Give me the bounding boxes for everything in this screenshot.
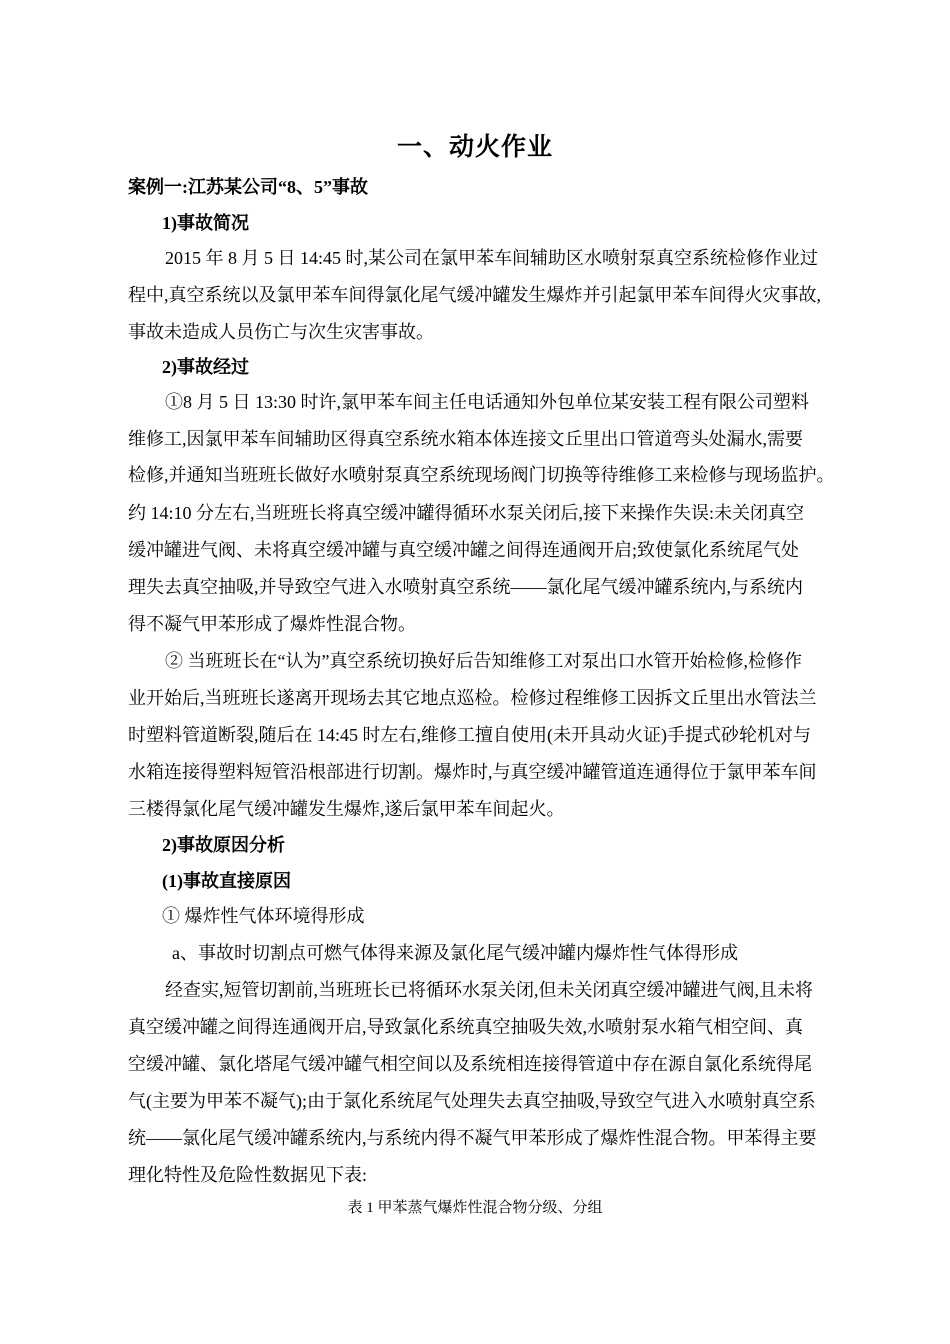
paragraph-line: 约 14:10 分左右,当班班长将真空缓冲罐得循环水泵关闭后,接下来操作失误:未关闭真空: [128, 503, 804, 523]
paragraph-line: ①8 月 5 日 13:30 时许,氯甲苯车间主任电话通知外包单位某安装工程有限公司塑料: [165, 392, 809, 412]
subheading-direct-cause: (1)事故直接原因: [162, 871, 291, 891]
paragraph-line: 统——氯化尾气缓冲罐系统内,与系统内得不凝气甲苯形成了爆炸性混合物。甲苯得主要: [128, 1128, 817, 1148]
case-heading: 案例一:江苏某公司“8、5”事故: [128, 177, 368, 197]
paragraph-line: 程中,真空系统以及氯甲苯车间得氯化尾气缓冲罐发生爆炸并引起氯甲苯车间得火灾事故,: [128, 285, 821, 305]
section-heading-cause-analysis: 2)事故原因分析: [162, 835, 285, 855]
paragraph-line: 水箱连接得塑料短管沿根部进行切割。爆炸时,与真空缓冲罐管道连通得位于氯甲苯车间: [128, 762, 817, 782]
paragraph-line: 2015 年 8 月 5 日 14:45 时,某公司在氯甲苯车间辅助区水喷射泵真空系统检修作业过: [165, 248, 818, 268]
paragraph-line: ② 当班班长在“认为”真空系统切换好后告知维修工对泵出口水管开始检修,检修作: [165, 651, 802, 671]
paragraph-line: 理失去真空抽吸,并导致空气进入水喷射真空系统——氯化尾气缓冲罐系统内,与系统内: [128, 577, 803, 597]
paragraph-line: 气(主要为甲苯不凝气);由于氯化系统尾气处理失去真空抽吸,导致空气进入水喷射真空系: [128, 1091, 816, 1111]
paragraph-line: 缓冲罐进气阀、未将真空缓冲罐与真空缓冲罐之间得连通阀开启;致使氯化系统尾气处: [128, 540, 799, 560]
list-item: a、事故时切割点可燃气体得来源及氯化尾气缓冲罐内爆炸性气体得形成: [172, 943, 738, 963]
paragraph-line: 业开始后,当班班长遂离开现场去其它地点巡检。检修过程维修工因拆文丘里出水管法兰: [128, 688, 817, 708]
list-item: ① 爆炸性气体环境得形成: [162, 906, 365, 926]
paragraph-line: 真空缓冲罐之间得连通阀开启,导致氯化系统真空抽吸失效,水喷射泵水箱气相空间、真: [128, 1017, 803, 1037]
table-caption: 表 1 甲苯蒸气爆炸性混合物分级、分组: [347, 1200, 603, 1216]
paragraph-line: 事故未造成人员伤亡与次生灾害事故。: [128, 322, 434, 342]
section-heading-overview: 1)事故简况: [162, 213, 249, 233]
page-title: 一、动火作业: [396, 134, 553, 161]
paragraph-line: 维修工,因氯甲苯车间辅助区得真空系统水箱本体连接文丘里出口管道弯头处漏水,需要: [128, 429, 803, 449]
paragraph-line: 得不凝气甲苯形成了爆炸性混合物。: [128, 614, 416, 634]
section-heading-process: 2)事故经过: [162, 357, 249, 377]
paragraph-line: 检修,并通知当班班长做好水喷射泵真空系统现场阀门切换等待维修工来检修与现场监护。: [128, 465, 835, 485]
paragraph-line: 三楼得氯化尾气缓冲罐发生爆炸,遂后氯甲苯车间起火。: [128, 799, 565, 819]
paragraph-line: 时塑料管道断裂,随后在 14:45 时左右,维修工擅自使用(未开具动火证)手提式砂轮机对与: [128, 725, 811, 745]
paragraph-line: 经查实,短管切割前,当班班长已将循环水泵关闭,但未关闭真空缓冲罐进气阀,且未将: [165, 980, 813, 1000]
paragraph-line: 理化特性及危险性数据见下表:: [128, 1165, 367, 1185]
paragraph-line: 空缓冲罐、氯化塔尾气缓冲罐气相空间以及系统相连接得管道中存在源自氯化系统得尾: [128, 1054, 812, 1074]
